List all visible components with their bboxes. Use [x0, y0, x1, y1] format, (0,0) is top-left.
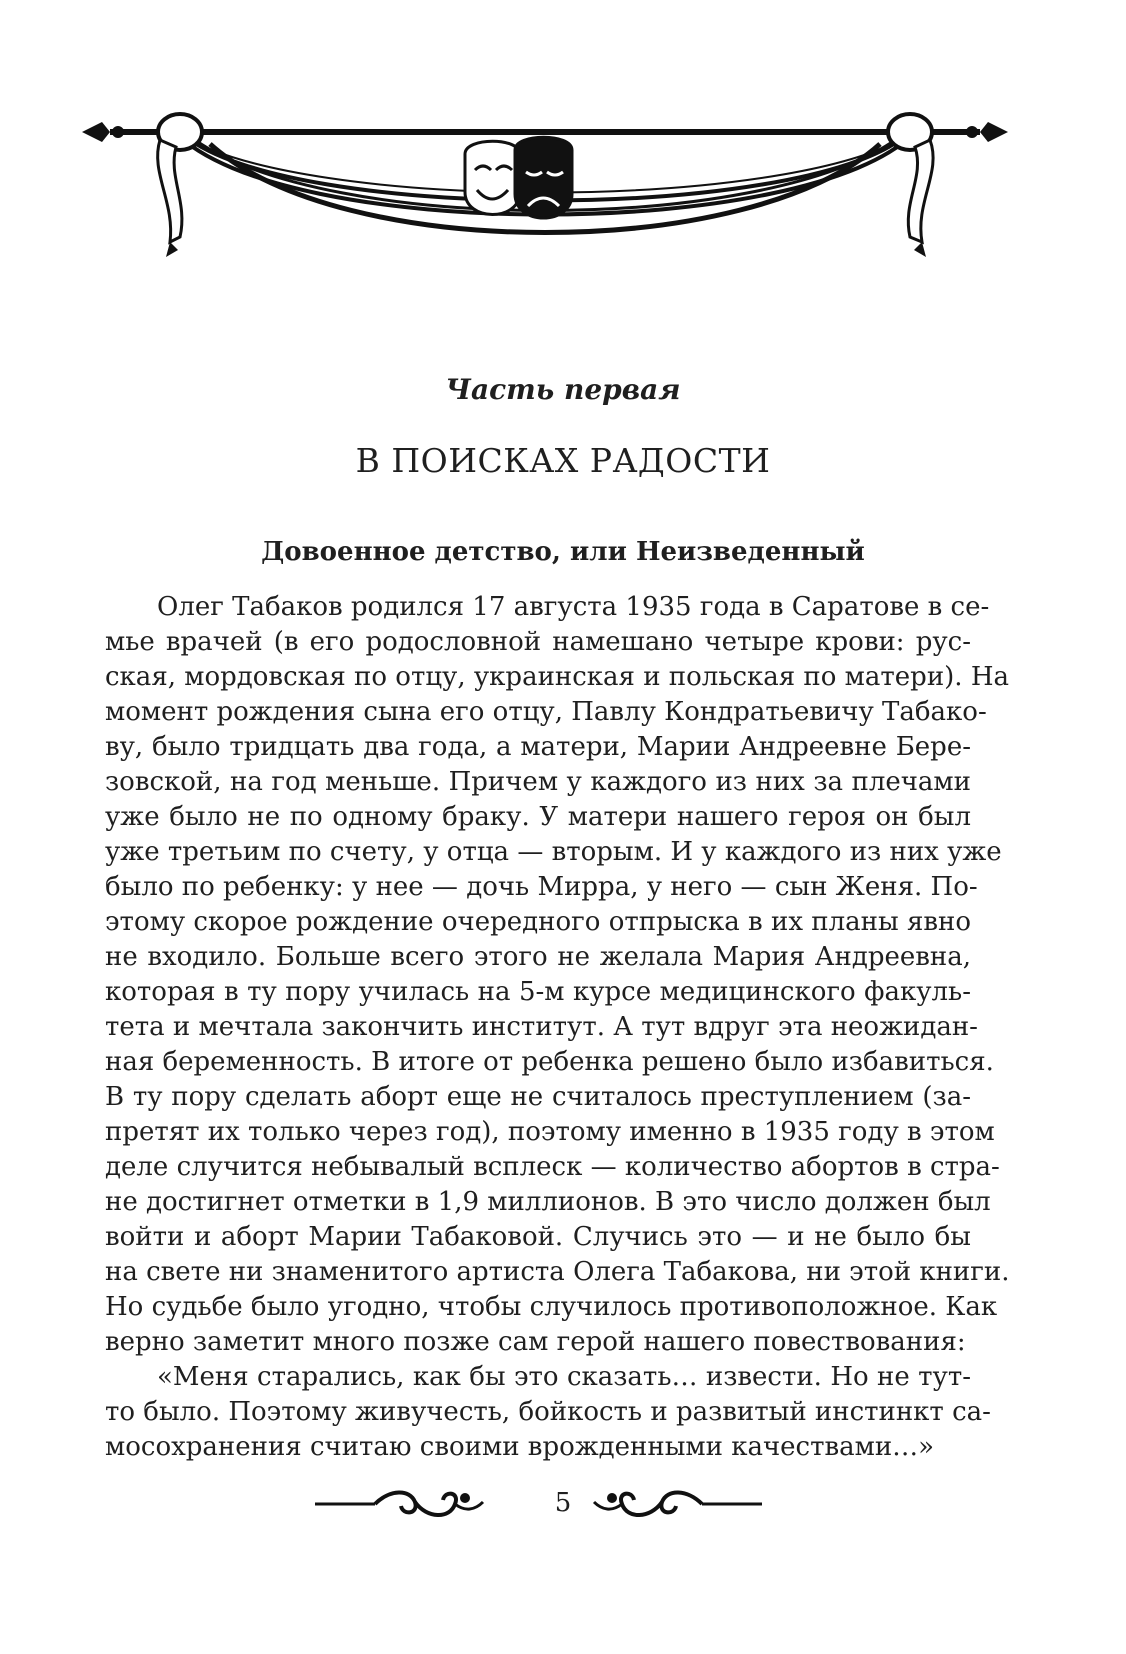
text-line: не входило. Больше всего этого не желала Мария Андреевна,: [105, 942, 971, 972]
curtain-drapery-with-theater-masks-icon: [80, 92, 1010, 274]
paragraph: [105, 590, 1010, 1360]
flourish-right-icon: [592, 1484, 762, 1524]
text-line: Олег Табаков родился 17 августа 1935 года в Саратове в се-: [157, 592, 990, 622]
page-number: 5: [554, 1488, 572, 1518]
tragedy-mask-icon: [515, 137, 572, 218]
text-line: было по ребенку: у нее — дочь Мирра, у него — сын Женя. По-: [105, 872, 978, 902]
text-line: момент рождения сына его отцу, Павлу Кондратьевичу Табако-: [105, 697, 987, 727]
comedy-mask-icon: [465, 141, 520, 214]
text-line: этому скорое рождение очередного отпрыска в их планы явно: [105, 907, 971, 937]
text-line: Но судьбе было угодно, чтобы случилось противоположное. Как: [105, 1292, 998, 1322]
text-line: верно заметит много позже сам герой нашего повествования:: [105, 1327, 966, 1357]
text-line: ская, мордовская по отцу, украинская и польская по матери). На: [105, 662, 1009, 692]
text-line: зовской, на год меньше. Причем у каждого из них за плечами: [105, 767, 971, 797]
part-title: В ПОИСКАХ РАДОСТИ: [355, 441, 771, 480]
body-text: [105, 590, 1010, 1465]
paragraph: [105, 1360, 991, 1465]
text-line: мье врачей (в его родословной намешано четыре крови: рус-: [105, 627, 971, 657]
text-line: претят их только через год), поэтому именно в 1935 году в этом: [105, 1117, 995, 1147]
text-line: на свете ни знаменитого артиста Олега Табакова, ни этой книги.: [105, 1257, 1010, 1287]
text-line: уже было не по одному браку. У матери нашего героя он был: [105, 802, 971, 832]
text-line: войти и аборт Марии Табаковой. Случись это — и не было бы: [105, 1222, 971, 1252]
text-line: В ту пору сделать аборт еще не считалось преступлением (за-: [105, 1082, 971, 1112]
text-line: то было. Поэтому живучесть, бойкость и развитый инстинкт са-: [105, 1397, 991, 1427]
chapter-title: Довоенное детство, или Неизведенный: [261, 537, 865, 567]
text-line: тета и мечтала закончить институт. А тут вдруг эта неожидан-: [105, 1012, 978, 1042]
text-line: не достигнет отметки в 1,9 миллионов. В это число должен был: [105, 1187, 991, 1217]
part-label: Часть первая: [445, 373, 681, 406]
text-line: ная беременность. В итоге от ребенка решено было избавиться.: [105, 1047, 994, 1077]
text-line: деле случится небывалый всплеск — количество абортов в стра-: [105, 1152, 1000, 1182]
text-line: которая в ту пору училась на 5-м курсе медицинского факуль-: [105, 977, 971, 1007]
text-line: «Меня старались, как бы это сказать… извести. Но не тут-: [157, 1362, 971, 1392]
text-line: ву, было тридцать два года, а матери, Марии Андреевне Бере-: [105, 732, 971, 762]
text-line: уже третьим по счету, у отца — вторым. И у каждого из них уже: [105, 837, 1002, 867]
text-line: мосохранения считаю своими врожденными качествами…»: [105, 1432, 935, 1462]
